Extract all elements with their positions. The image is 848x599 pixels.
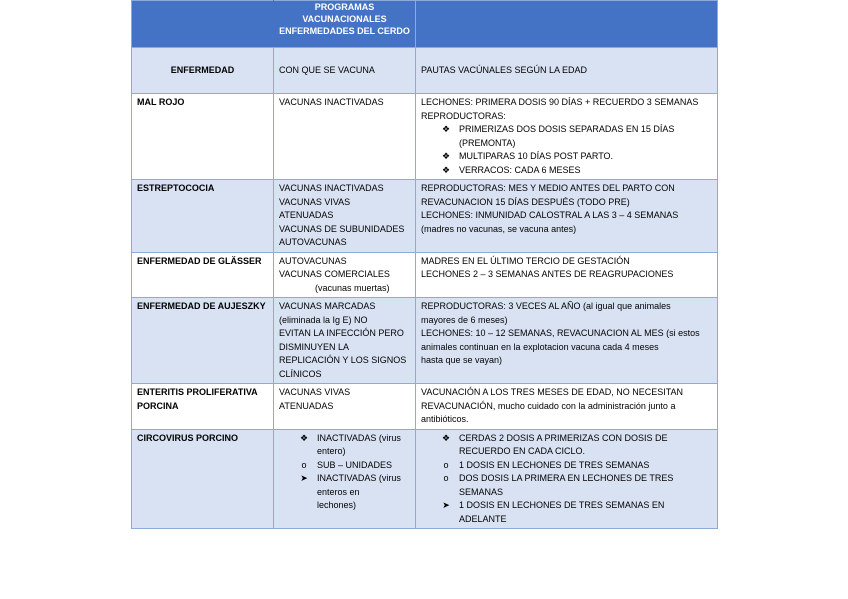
table-row — [132, 252, 718, 298]
table-row — [132, 298, 718, 384]
column-header-row — [132, 48, 718, 94]
schedule-line: REVACUNACIÓN, mucho cuidado con la administración junto a — [421, 400, 676, 411]
list-item: ❖ MULTIPARAS 10 DÍAS POST PARTO. — [421, 150, 712, 164]
schedule-line: LECHONES: INMUNIDAD CALOSTRAL A LAS 3 – 4 SEMANAS — [421, 210, 679, 220]
schedule-line: MADRES EN EL ÚLTIMO TERCIO DE GESTACIÓN — [421, 255, 630, 266]
schedule-cell — [416, 252, 718, 298]
vaccine-line: EVITAN LA INFECCIÓN PERO — [279, 328, 404, 338]
schedule-line: LECHONES: 10 – 12 SEMANAS, REVACUNACION AL MES (si estos — [421, 328, 700, 338]
table-row — [132, 94, 718, 180]
schedule-line: REPRODUCTORAS: 3 VECES AL AÑO (al igual que animales — [421, 301, 671, 311]
title-line: ENFERMEDADES DEL CERDO — [279, 26, 410, 36]
vaccine-line: ATENUADAS — [279, 210, 334, 220]
schedule-cell — [416, 94, 718, 180]
schedule-line: hasta que se vayan) — [421, 355, 503, 365]
list-item: ❖ CERDAS 2 DOSIS A PRIMERIZAS CON DOSIS DE RECUERDO EN CADA CICLO. — [421, 432, 712, 459]
list-item: ❖ INACTIVADAS (virus entero) — [279, 432, 410, 459]
list-item: (PREMONTA) — [459, 137, 516, 148]
schedule-line: animales continuan en la explotacion vacuna cada 4 meses — [421, 341, 659, 352]
schedule-cell — [416, 429, 718, 529]
vaccine-cell — [274, 252, 416, 298]
vaccine-cell — [274, 429, 416, 529]
schedule-cell — [416, 180, 718, 253]
table-row — [132, 384, 718, 430]
arrow-bullet-icon: ➤ — [442, 500, 450, 510]
vaccine-line: VACUNAS INACTIVADAS — [279, 183, 384, 193]
disease-cell: ENFERMEDAD DE GLÄSSER — [132, 252, 274, 298]
diamond-bullet-icon: ❖ — [299, 432, 309, 443]
vaccine-line: ATENUADAS — [279, 400, 334, 411]
header-vaccine: CON QUE SE VACUNA — [274, 48, 416, 94]
vaccine-line: CLÍNICOS — [279, 368, 322, 379]
title-row — [132, 1, 718, 48]
schedule-line: REPRODUCTORAS: MES Y MEDIO ANTES DEL PARTO CON — [421, 183, 675, 193]
circle-bullet-icon: o — [443, 473, 449, 483]
vaccine-line: VACUNAS MARCADAS — [279, 301, 376, 311]
disease-cell: ESTREPTOCOCIA — [132, 180, 274, 253]
vaccine-line: VACUNAS DE SUBUNIDADES — [279, 223, 405, 234]
disease-cell: ENFERMEDAD DE AUJESZKY — [132, 298, 274, 384]
schedule-line: REVACUNACION 15 DÍAS DESPUÉS (TODO PRE) — [421, 196, 630, 207]
schedule-line: LECHONES 2 – 3 SEMANAS ANTES DE REAGRUPACIONES — [421, 269, 674, 279]
header-disease: ENFERMEDAD — [132, 48, 274, 94]
vaccine-line: VACUNAS VIVAS — [279, 196, 351, 207]
table-row — [132, 429, 718, 529]
vaccine-cell — [274, 384, 416, 430]
list-item: ➤ 1 DOSIS EN LECHONES DE TRES SEMANAS EN ADELANTE — [421, 499, 712, 526]
list-item: ➤ INACTIVADAS (virus enteros en lechones) — [279, 472, 410, 513]
diamond-bullet-icon: ❖ — [441, 124, 451, 134]
list-item: ❖ PRIMERIZAS DOS DOSIS SEPARADAS EN 15 DÍAS — [421, 123, 712, 137]
schedule-line: mayores de 6 meses) — [421, 314, 508, 325]
header-schedule: PAUTAS VACÚNALES SEGÚN LA EDAD — [416, 48, 718, 94]
vaccine-line: (eliminada la Ig E) NO — [279, 314, 368, 325]
vaccine-line: AUTOVACUNAS — [279, 237, 347, 247]
vaccine-line: AUTOVACUNAS — [279, 255, 347, 266]
vaccine-line: VACUNAS COMERCIALES — [279, 269, 390, 279]
circle-bullet-icon: o — [443, 459, 449, 470]
schedule-line: VACUNACIÓN A LOS TRES MESES DE EDAD, NO NECESITAN — [421, 387, 684, 397]
diamond-bullet-icon: ❖ — [441, 151, 451, 161]
vaccine-cell — [274, 180, 416, 253]
vaccination-table — [131, 0, 718, 529]
list-item: ❖ VERRACOS: CADA 6 MESES — [421, 164, 712, 178]
vaccine-line: DISMINUYEN LA — [279, 341, 350, 352]
vaccine-line: VACUNAS VIVAS — [279, 387, 351, 397]
diamond-bullet-icon: ❖ — [441, 164, 451, 175]
vaccine-cell — [274, 94, 416, 180]
vaccine-line: (vacunas muertas) — [315, 282, 390, 293]
vaccine-line: VACUNAS INACTIVADAS — [279, 97, 384, 107]
circle-bullet-icon: o — [301, 459, 307, 470]
schedule-cell — [416, 298, 718, 384]
schedule-line: REPRODUCTORAS: — [421, 110, 506, 121]
table-row — [132, 180, 718, 253]
schedule-line: antibióticos. — [421, 414, 469, 424]
title-line: PROGRAMAS — [314, 2, 375, 12]
list-item: o DOS DOSIS LA PRIMERA EN LECHONES DE TRES SEMANAS — [421, 472, 712, 499]
list-item: o SUB – UNIDADES — [279, 459, 410, 473]
schedule-line: (madres no vacunas, se vacuna antes) — [421, 223, 577, 234]
diamond-bullet-icon: ❖ — [441, 432, 451, 443]
table-title — [274, 1, 416, 48]
vaccine-cell — [274, 298, 416, 384]
title-line: VACUNACIONALES — [302, 14, 387, 24]
schedule-cell — [416, 384, 718, 430]
arrow-bullet-icon: ➤ — [300, 473, 308, 483]
disease-cell: MAL ROJO — [132, 94, 274, 180]
disease-cell: CIRCOVIRUS PORCINO — [132, 429, 274, 529]
schedule-line: LECHONES: PRIMERA DOSIS 90 DÍAS + RECUERDO 3 SEMANAS — [421, 97, 699, 107]
vaccine-line: REPLICACIÓN Y LOS SIGNOS — [279, 355, 407, 365]
list-item: o 1 DOSIS EN LECHONES DE TRES SEMANAS — [421, 459, 712, 473]
disease-cell: ENTERITIS PROLIFERATIVA PORCINA — [132, 384, 274, 430]
